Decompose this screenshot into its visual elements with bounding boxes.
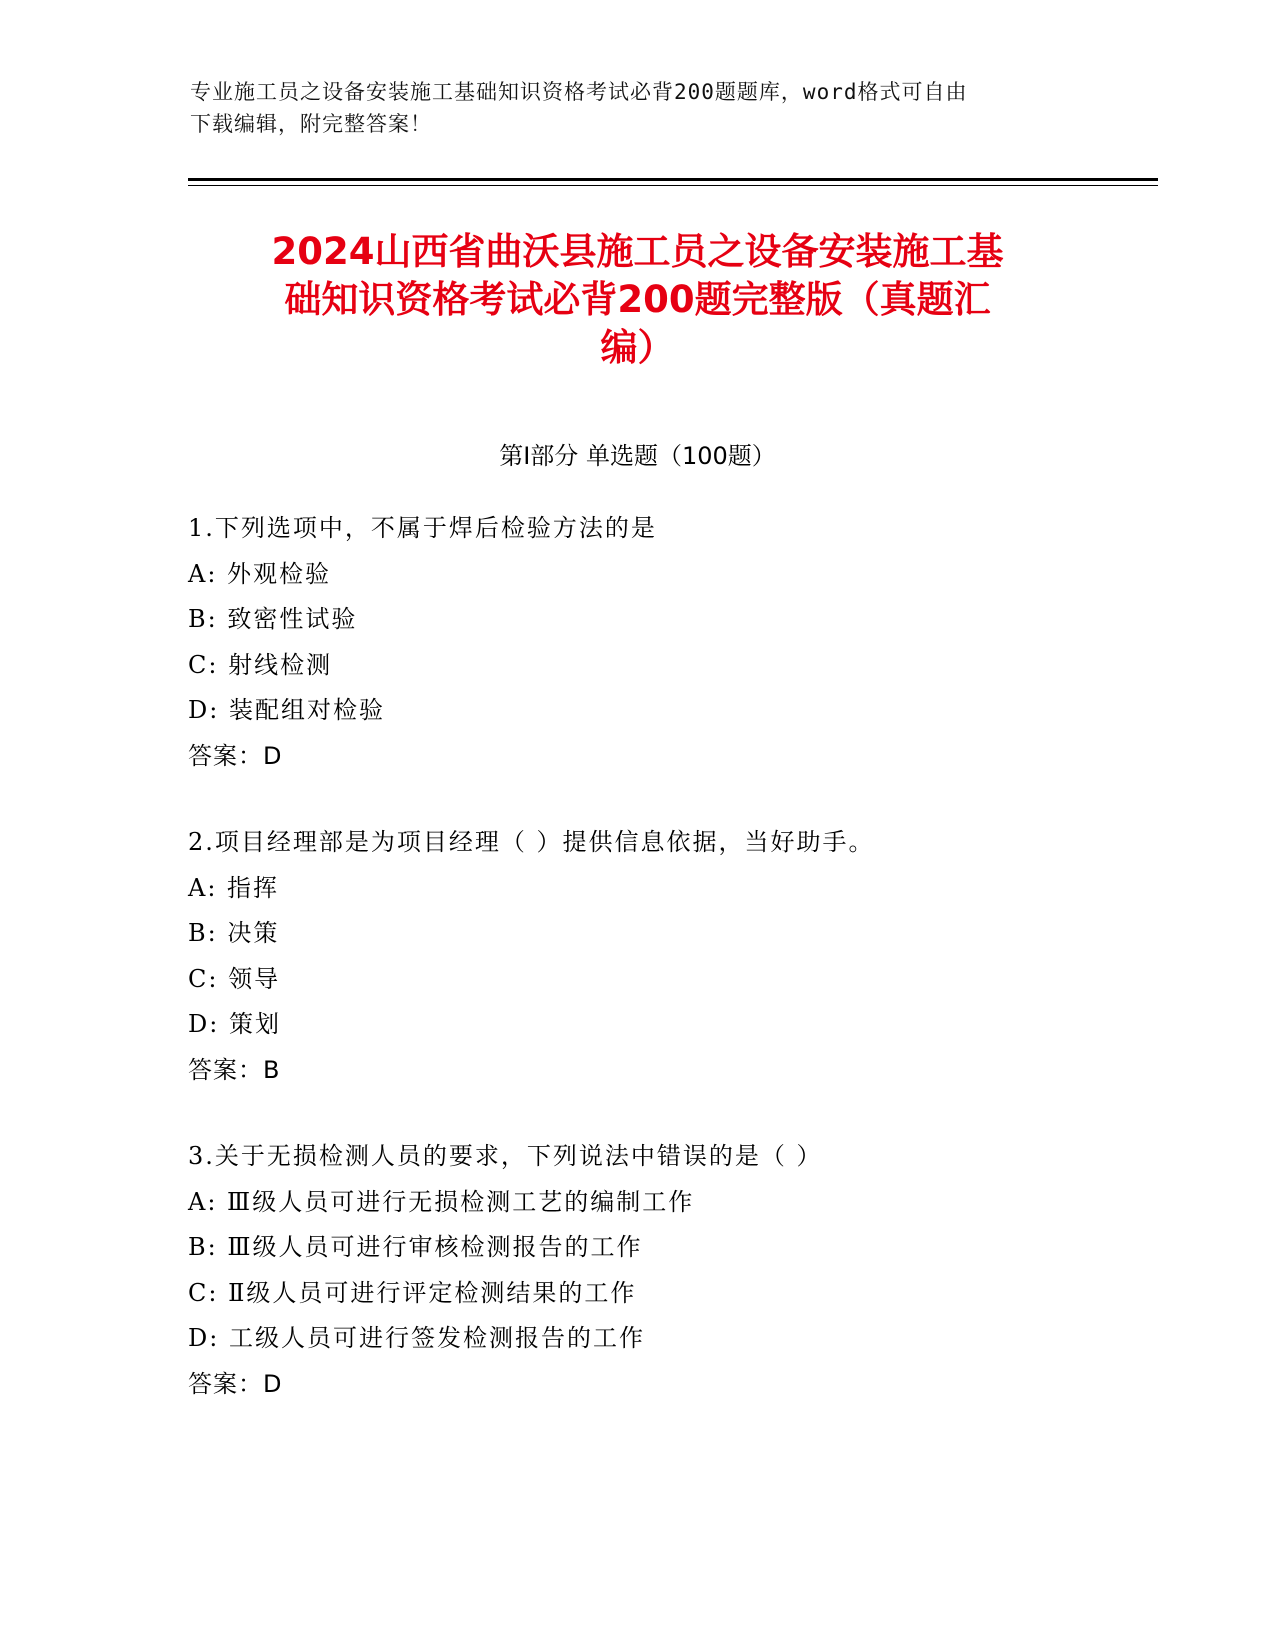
question-stem: 3.关于无损检测人员的要求，下列说法中错误的是（ ） — [188, 1142, 823, 1170]
option-a: A: Ⅲ级人员可进行无损检测工艺的编制工作 — [188, 1187, 695, 1216]
option-c: C: 射线检测 — [188, 650, 333, 679]
question-stem: 2.项目经理部是为项目经理（ ）提供信息依据，当好助手。 — [188, 828, 875, 856]
option-a: A: 外观检验 — [188, 559, 332, 588]
document-title-line-1: 2024山西省曲沃县施工员之设备安装施工基 — [271, 230, 1004, 273]
option-c: C: Ⅱ级人员可进行评定检测结果的工作 — [188, 1278, 637, 1307]
option-d: D: 装配组对检验 — [188, 696, 385, 724]
option-b: B: 决策 — [188, 919, 280, 947]
header-note-line-2: 下载编辑，附完整答案！ — [190, 112, 432, 136]
answer: 答案：D — [188, 741, 283, 770]
question-1 — [188, 506, 1168, 779]
document-title-line-2: 础知识资格考试必背200题完整版（真题汇 — [284, 278, 991, 321]
option-c: C: 领导 — [188, 964, 281, 993]
document-title — [150, 228, 1125, 372]
header-rule-thick — [188, 178, 1158, 181]
option-b: B: 致密性试验 — [188, 605, 358, 633]
option-d: D: 策划 — [188, 1010, 281, 1038]
option-a: A: 指挥 — [188, 873, 280, 902]
document-title-line-3: 编） — [600, 326, 675, 369]
header-note — [190, 76, 1070, 140]
answer: 答案：D — [188, 1369, 283, 1398]
question-3 — [188, 1134, 1168, 1407]
header-rule-thin — [188, 185, 1158, 186]
question-stem: 1.下列选项中，不属于焊后检验方法的是 — [188, 514, 657, 542]
section-title: 第Ⅰ部分 单选题（100题） — [499, 442, 776, 470]
option-b: B: Ⅲ级人员可进行审核检测报告的工作 — [188, 1233, 643, 1261]
option-d: D: 工级人员可进行签发检测报告的工作 — [188, 1324, 645, 1352]
header-note-line-1: 专业施工员之设备安装施工基础知识资格考试必背200题题库，word格式可自由 — [190, 80, 968, 104]
answer: 答案：B — [188, 1055, 281, 1084]
question-2 — [188, 820, 1168, 1093]
